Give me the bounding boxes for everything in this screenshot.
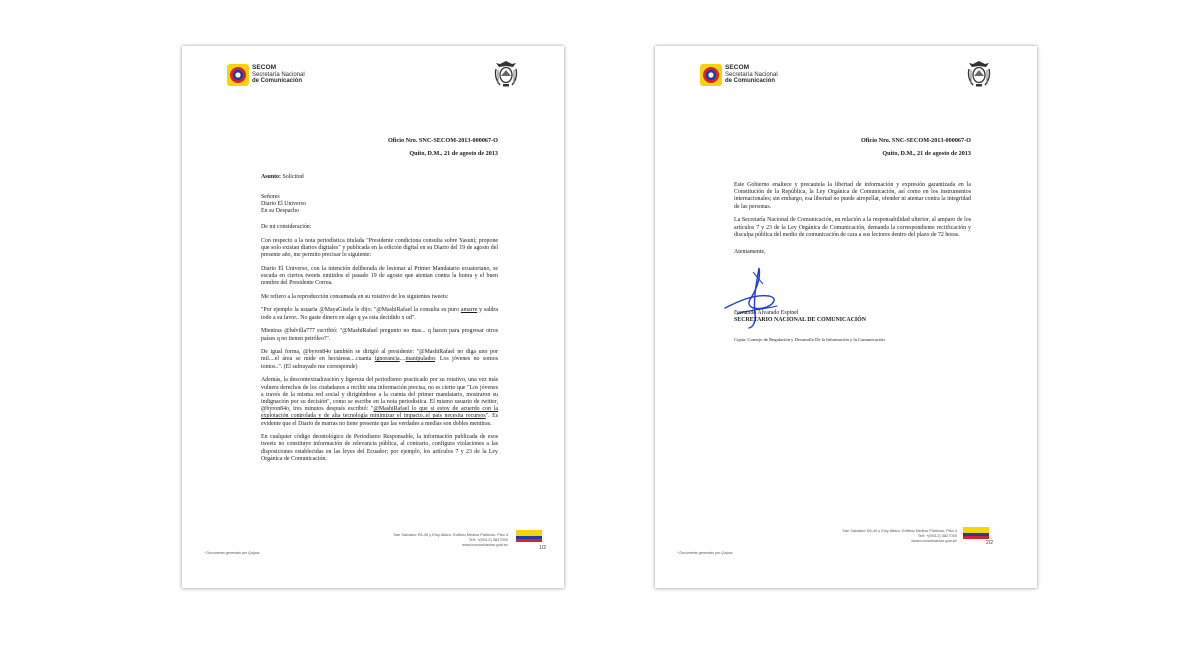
ecuador-flag-icon (516, 530, 542, 542)
p6-underlined-2: manipulador (405, 356, 436, 363)
page-number: 2/2 (986, 540, 993, 546)
footer-address (393, 532, 508, 547)
paragraph-3: Me refiero a la reproducción consumada en su rotativo de los siguientes tweets: (261, 293, 449, 300)
p7-text-a: Además, la descontextualización y ligereza del periodismo practicado por su rotativo, una vez más vulnera derechos de los ciudadanos a recibir una información precisa, no es cierto que "Los jóvenes a través de la misma red social y dirigiéndose a la cuenta del primer mandatario, mostraron su indignación por su decisión", como se escribe en la nota periodística. El mismo usuario de twitter, @byron84o, tres minutos después escribió: " (261, 377, 498, 413)
place-date: Quito, D.M., 21 de agosto de 2013 (409, 150, 498, 157)
p7-text-b: ". Es evidente que el Diario de marras no tiene presente que las verdades a medias son dobles mentiras. (261, 413, 498, 427)
paragraph-9: Este Gobierno enaltece y precautela la libertad de información y expresión garantizada en la Constitución de la República, la Ley Orgánica de Comunicación, así como en los instrumentos internacionales; sin embargo, esa libertad no puede atropellar, ofender ni atentar contra la integridad de las personas. (734, 182, 971, 210)
paragraph-7 (261, 377, 498, 427)
letter-body-page-2 (734, 182, 971, 263)
office-number: Oficio Nro. SNC-SECOM-2013-000067-O (860, 137, 971, 144)
p6-text-mid: .... (399, 356, 406, 363)
paragraph-10: La Secretaría Nacional de Comunicación, en relación a la responsabilidad ulterior, al amparo de los artículos 7 y 23 de la Ley Orgánica de Comunicación, demanda la correspondiente rectificación y disculpa pública del medio de comunicación de cara a sus lectores dentro del plazo de 72 horas. (734, 217, 971, 238)
copy-value: Consejo de Regulación y Desarrollo De la Información y la Comunicación (747, 337, 885, 342)
p4-text-a: "Por ejemplo la usuaria @MayaGisela le dijo: "@MashiRafael la consulta es puro (261, 307, 461, 314)
secom-logo-icon (700, 64, 722, 86)
signer-title: SECRETARIO NACIONAL DE COMUNICACIÓN (734, 317, 866, 324)
p6-text-a: De igual forma, @byron84o también se dirigió al presidente: "@MashiRafael no diga uno por mil....el área se mide en hectáreas....cuanta (261, 349, 498, 363)
signature-block (734, 310, 866, 324)
addressee-line-1: Señores (261, 193, 280, 200)
paragraph-1: Con respecto a la nota periodística titulada "Presidente condiciona consulta sobre Yasuní; propone que solo existan diarios digitales" y publicada en la edición digital en su Diario del 19 de agosto del presente año, me permito precisar lo siguiente: (261, 237, 498, 258)
addressee-line-2: Diario El Universo (261, 200, 306, 207)
footer-address (842, 528, 957, 543)
footer-address-line: San Salvador E6-49 y Eloy Alfaro. Edificio Medios Públicos. Piso 4 (393, 532, 508, 537)
copy-label: Copia: (734, 337, 747, 342)
place-date: Quito, D.M., 21 de agosto de 2013 (882, 150, 971, 157)
quipux-note: * Documento generado por Quipux (677, 551, 733, 555)
secom-brand-text (725, 65, 778, 85)
secom-logo-icon (227, 64, 249, 86)
letter-body-page-1 (261, 174, 498, 470)
brand-line-3: de Comunicación (252, 78, 303, 85)
secom-logo (700, 64, 778, 86)
footer-address-line: San Salvador E6-49 y Eloy Alfaro. Edificio Medios Públicos. Piso 4 (842, 528, 957, 533)
footer-phone: Telf: +(593-2) 3827000 (917, 533, 957, 538)
p4-underlined: amarre (460, 307, 478, 314)
paragraph-6 (261, 349, 498, 371)
secom-brand-text (252, 65, 305, 85)
brand-line-2: Secretaría Nacional (252, 71, 305, 78)
brand-line-1: SECOM (725, 64, 750, 72)
ecuador-coat-of-arms-icon (967, 60, 991, 88)
letter-page-1 (182, 46, 564, 588)
footer-phone: Telf: +(593-2) 3827000 (468, 537, 508, 542)
p4-text-b: y saldra todo a su favor.. No gaste dinero en algo q ya esta decidido x ud". (261, 307, 498, 321)
p7-underlined: @MashiRafael lo que si estoy de acuerdo con la explotación controlada y de alta tecnología minimizar el impacto..el país necesita recursos (261, 406, 499, 420)
subject-value: Solicitud (282, 174, 304, 180)
paragraph-4 (261, 307, 498, 321)
brand-line-3: de Comunicación (725, 78, 776, 85)
signer-name: Fernando Alvarado Espinel (734, 310, 799, 316)
copy-line (734, 337, 885, 342)
closing: Atentamente, (734, 249, 766, 256)
paragraph-5: Mientras @hdvilla777 escribió: "@MashiRafael pregunto no mas... q hacen para progresar otros países q no tienen petróleo?". (261, 328, 498, 342)
greeting: De mi consideración: (261, 223, 312, 230)
quipux-note: * Documento generado por Quipux (204, 551, 260, 555)
subject-line (261, 174, 498, 181)
ecuador-flag-icon (963, 527, 989, 539)
footer-website: www.comunicacion.gob.ec (911, 538, 957, 543)
footer-website: www.comunicacion.gob.ec (462, 542, 508, 547)
addressee-line-3: En su Despacho (261, 208, 299, 215)
p6-text-b: . Los jóvenes no somos tontos..". (El subrayado me corresponde) (261, 356, 498, 370)
paragraph-8: En cualquier código deontológico de Periodismo Responsable, la información publicada de esos tweets no constituye información de relevancia pública, al contrario, configura violaciones a las disposiciones establecidas en las leyes del Ecuador; por ejemplo, los artículos 7 y 23 de la Ley Orgánica de Comunicación. (261, 434, 498, 462)
brand-line-1: SECOM (252, 64, 277, 72)
brand-line-2: Secretaría Nacional (725, 71, 778, 78)
p6-underlined-1: ignorancia (374, 356, 400, 363)
subject-label: Asunto: (261, 174, 281, 180)
paragraph-2: Diario El Universo, con la intención deliberada de lesionar al Primer Mandatario ecuatoriano, se escuda en ciertos tweets emitidos el pasado 19 de agosto que atentan contra la honra y el buen nombre del Presidente Correa. (261, 265, 498, 287)
ecuador-coat-of-arms-icon (494, 60, 518, 88)
secom-logo (227, 64, 305, 86)
page-number: 1/2 (539, 545, 546, 551)
letter-page-2 (655, 46, 1037, 588)
office-number: Oficio Nro. SNC-SECOM-2013-000067-O (387, 137, 498, 144)
